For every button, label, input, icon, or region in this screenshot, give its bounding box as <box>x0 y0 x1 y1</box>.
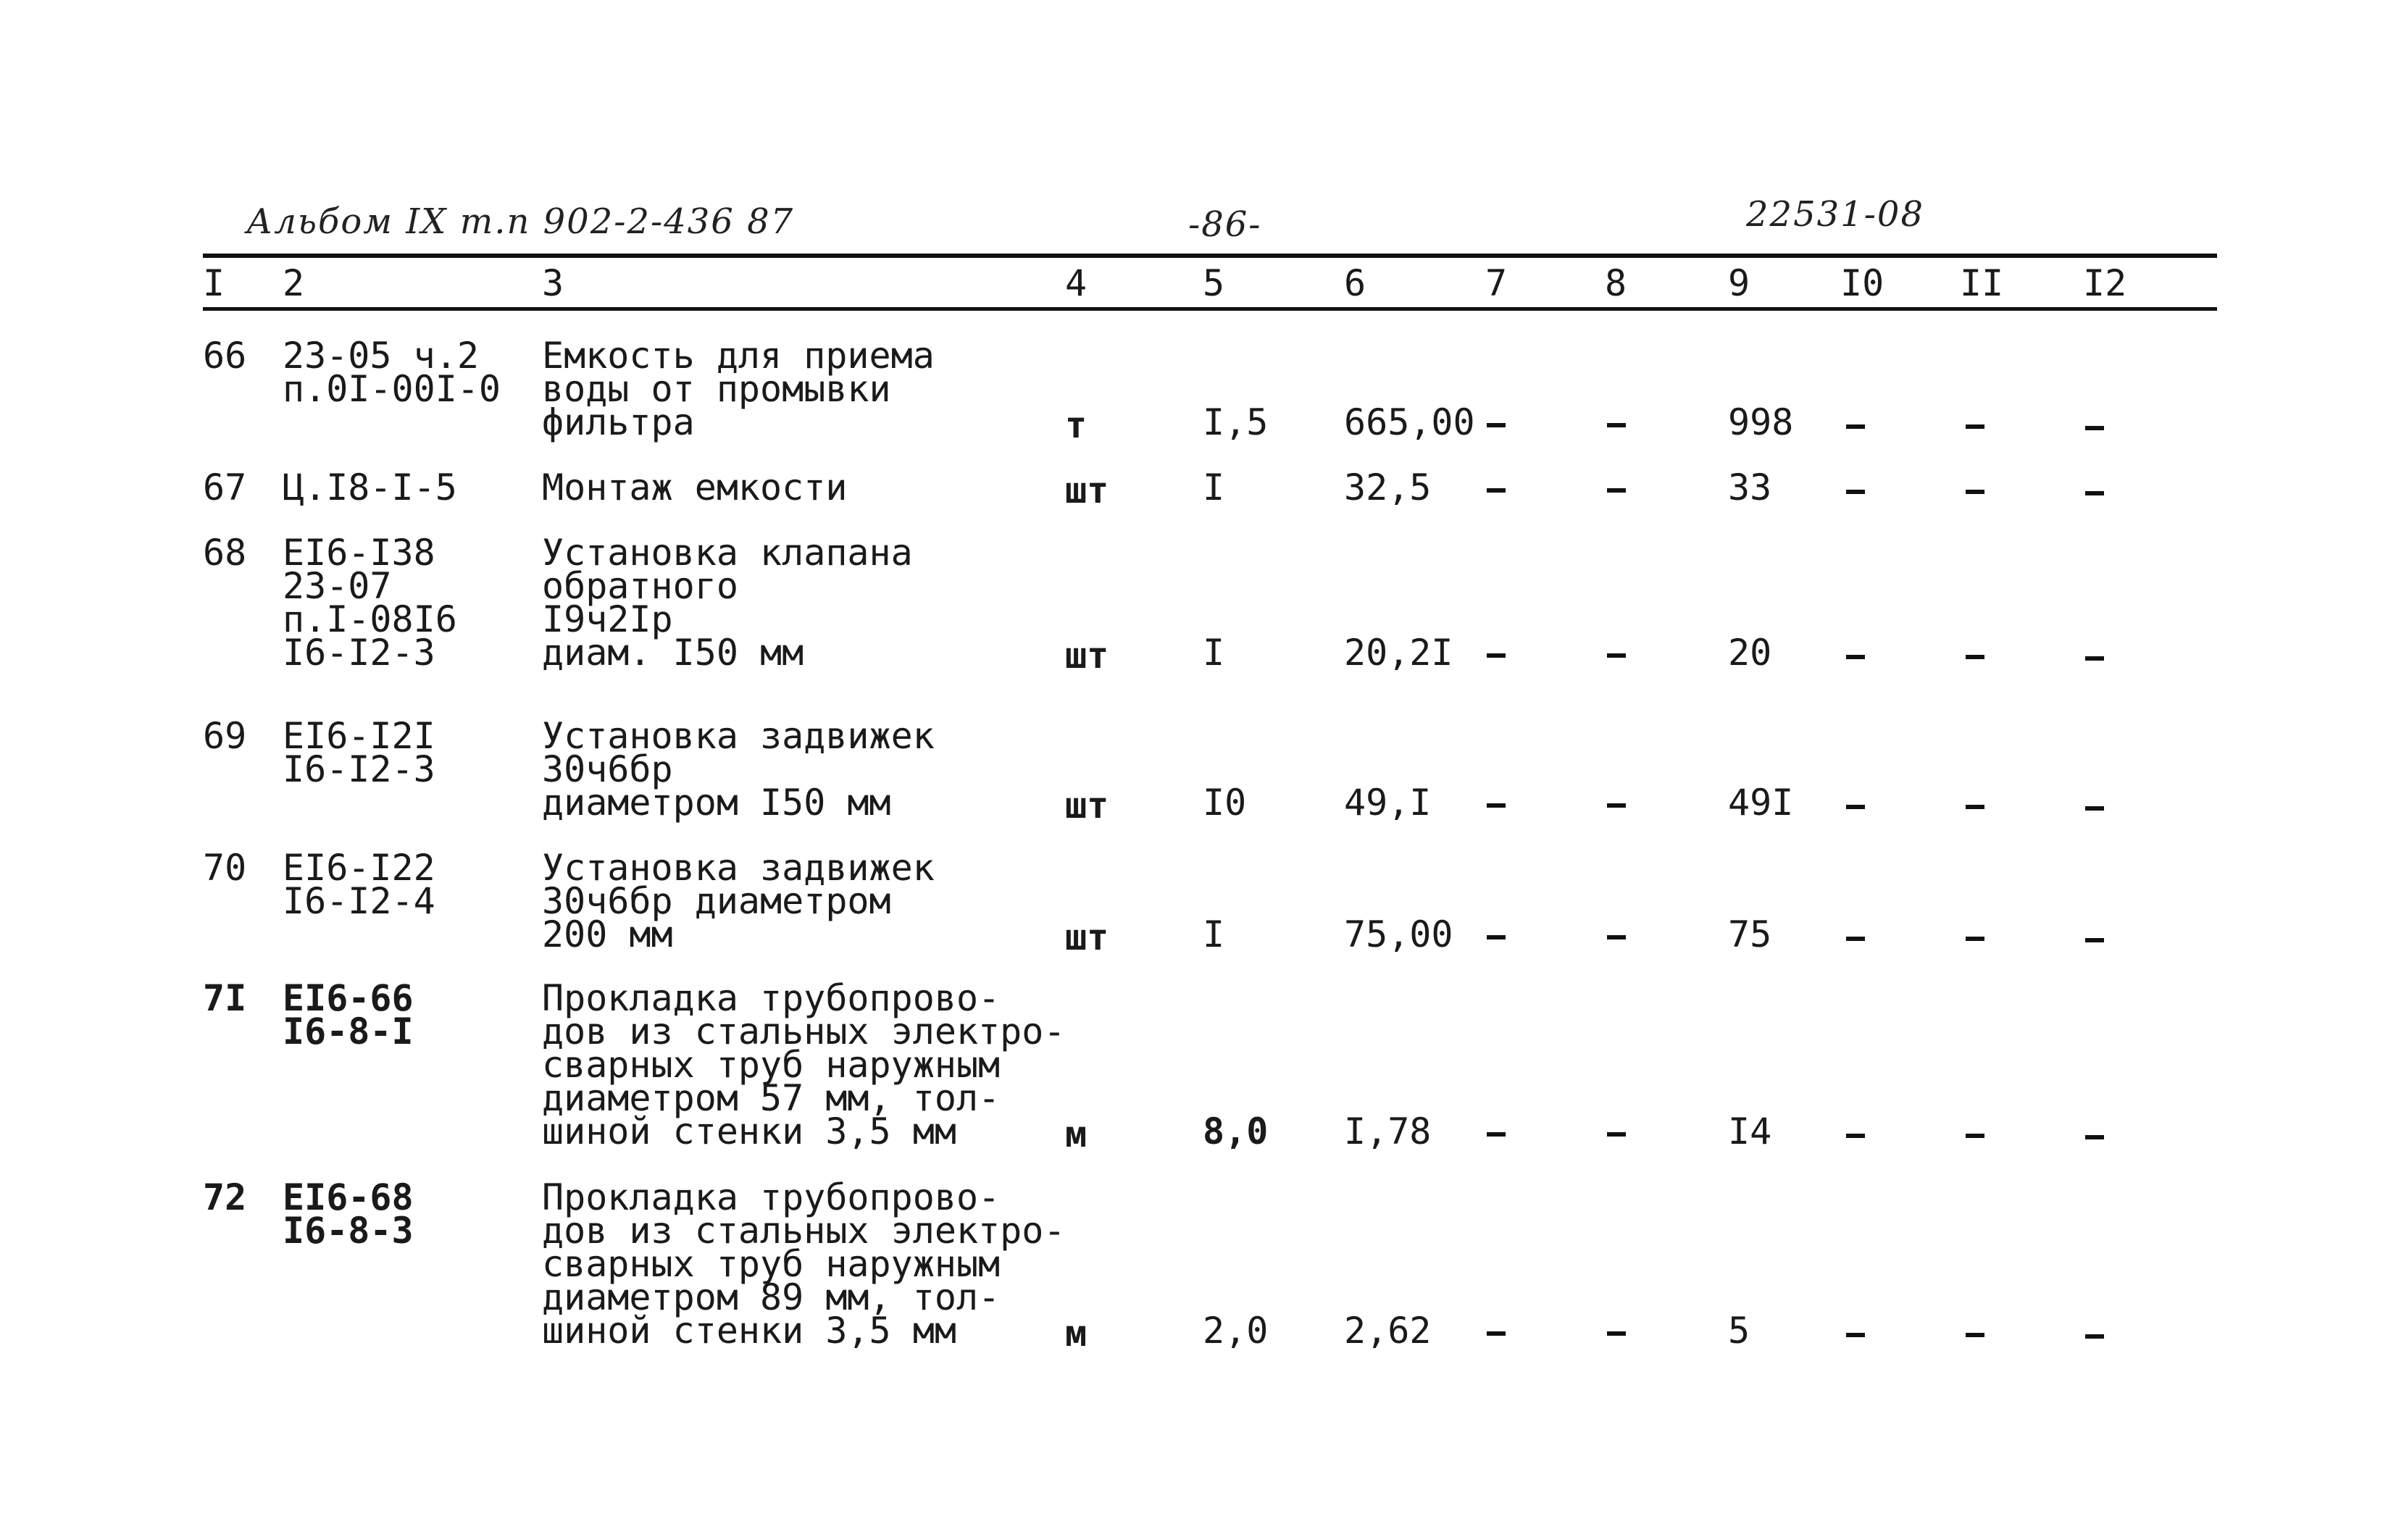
row-total: 5 <box>1728 1310 1750 1352</box>
empty-value-dash <box>1966 655 1984 659</box>
empty-value-dash <box>1487 423 1506 427</box>
empty-value-dash <box>1846 937 1865 941</box>
empty-value-dash <box>1966 805 1984 809</box>
empty-value-dash <box>2085 1135 2104 1139</box>
row-code: Ц.I8-I-5 <box>283 466 457 509</box>
row-unit-price: 2,62 <box>1344 1310 1432 1352</box>
empty-value-dash <box>1607 1132 1626 1137</box>
row-number: 7I <box>203 977 247 1019</box>
header-rule-bottom <box>203 307 2217 311</box>
row-code: EI6-68 I6-8-3 <box>283 1176 414 1252</box>
row-description: Прокладка трубопрово- дов из стальных электро- сварных труб наружным диаметром 57 мм, тол- шиной стенки 3,5 мм <box>542 977 1066 1152</box>
column-number: I <box>203 262 225 304</box>
row-unit: шт <box>1065 469 1109 511</box>
empty-value-dash <box>2085 806 2104 811</box>
empty-value-dash <box>1966 424 1984 429</box>
empty-value-dash <box>2085 656 2104 661</box>
empty-value-dash <box>1607 423 1626 427</box>
row-number: 67 <box>203 466 247 509</box>
row-quantity: I0 <box>1203 782 1247 824</box>
row-unit-price: 20,2I <box>1344 632 1453 674</box>
page-number: -86- <box>1188 204 1262 245</box>
row-code: EI6-I2I I6-I2-3 <box>283 715 435 790</box>
row-total: 998 <box>1728 401 1794 443</box>
row-unit: шт <box>1065 916 1109 958</box>
empty-value-dash <box>2085 426 2104 430</box>
empty-value-dash <box>2085 1334 2104 1339</box>
row-unit: т <box>1065 404 1088 446</box>
empty-value-dash <box>1607 653 1626 658</box>
row-unit: шт <box>1065 784 1109 827</box>
row-unit-price: 75,00 <box>1344 913 1453 955</box>
row-total: 75 <box>1728 913 1772 955</box>
row-quantity: 8,0 <box>1203 1110 1269 1152</box>
row-description: Прокладка трубопрово- дов из стальных электро- сварных труб наружным диаметром 89 мм, тол- шиной стенки 3,5 мм <box>542 1176 1066 1352</box>
empty-value-dash <box>1607 1331 1626 1336</box>
row-unit-price: 665,00 <box>1344 401 1475 443</box>
row-unit: м <box>1065 1113 1088 1155</box>
row-quantity: I <box>1203 913 1225 955</box>
column-number: 6 <box>1344 262 1366 304</box>
row-quantity: 2,0 <box>1203 1310 1269 1352</box>
column-number: 2 <box>283 262 305 304</box>
empty-value-dash <box>1487 1331 1506 1336</box>
row-unit-price: 32,5 <box>1344 466 1432 509</box>
empty-value-dash <box>1487 935 1506 940</box>
row-code: EI6-I38 23-07 п.I-08I6 I6-I2-3 <box>283 532 457 674</box>
row-code: EI6-I22 I6-I2-4 <box>283 847 435 922</box>
empty-value-dash <box>1487 653 1506 658</box>
row-total: I4 <box>1728 1110 1772 1152</box>
column-number: 3 <box>542 262 564 304</box>
column-number: 7 <box>1485 262 1508 304</box>
empty-value-dash <box>1966 937 1984 941</box>
empty-value-dash <box>1846 655 1865 659</box>
column-number: I2 <box>2083 262 2127 304</box>
row-description: Монтаж емкости <box>542 466 848 509</box>
row-quantity: I,5 <box>1203 401 1269 443</box>
empty-value-dash <box>1607 935 1626 940</box>
row-unit: шт <box>1065 635 1109 677</box>
empty-value-dash <box>1846 490 1865 494</box>
row-quantity: I <box>1203 632 1225 674</box>
empty-value-dash <box>1846 1134 1865 1138</box>
empty-value-dash <box>1487 488 1506 493</box>
row-number: 69 <box>203 715 247 757</box>
row-unit-price: 49,I <box>1344 782 1432 824</box>
row-description: Установка задвижек 30ч6бр диаметром 200 мм <box>542 847 935 955</box>
column-number: 9 <box>1728 262 1750 304</box>
empty-value-dash <box>1487 1132 1506 1137</box>
empty-value-dash <box>1607 488 1626 493</box>
document-code: 22531-08 <box>1746 194 1924 235</box>
row-number: 70 <box>203 847 247 889</box>
empty-value-dash <box>1846 424 1865 429</box>
empty-value-dash <box>1846 805 1865 809</box>
empty-value-dash <box>1966 1134 1984 1138</box>
column-number: 4 <box>1065 262 1088 304</box>
row-total: 49I <box>1728 782 1794 824</box>
row-total: 20 <box>1728 632 1772 674</box>
row-unit-price: I,78 <box>1344 1110 1432 1152</box>
album-reference: Альбом IX т.п 902-2-436 87 <box>246 201 795 242</box>
empty-value-dash <box>1846 1333 1865 1337</box>
row-description: Емкость для приема воды от промывки фильтра <box>542 335 935 443</box>
row-quantity: I <box>1203 466 1225 509</box>
empty-value-dash <box>1607 803 1626 808</box>
empty-value-dash <box>1966 490 1984 494</box>
empty-value-dash <box>1966 1333 1984 1337</box>
empty-value-dash <box>1487 803 1506 808</box>
row-description: Установка клапана обратного I9ч2Iр диам. I50 мм <box>542 532 913 674</box>
column-number: 5 <box>1203 262 1225 304</box>
row-number: 68 <box>203 532 247 574</box>
column-number: II <box>1960 262 2004 304</box>
row-code: EI6-66 I6-8-I <box>283 977 414 1053</box>
row-total: 33 <box>1728 466 1772 509</box>
row-description: Установка задвижек 30ч6бр диаметром I50 мм <box>542 715 935 824</box>
column-number: I0 <box>1840 262 1884 304</box>
row-unit: м <box>1065 1313 1088 1355</box>
column-number: 8 <box>1605 262 1627 304</box>
header-rule-top <box>203 254 2217 258</box>
row-number: 66 <box>203 335 247 377</box>
empty-value-dash <box>2085 938 2104 942</box>
row-number: 72 <box>203 1176 247 1218</box>
row-code: 23-05 ч.2 п.0I-00I-0 <box>283 335 501 410</box>
empty-value-dash <box>2085 491 2104 495</box>
